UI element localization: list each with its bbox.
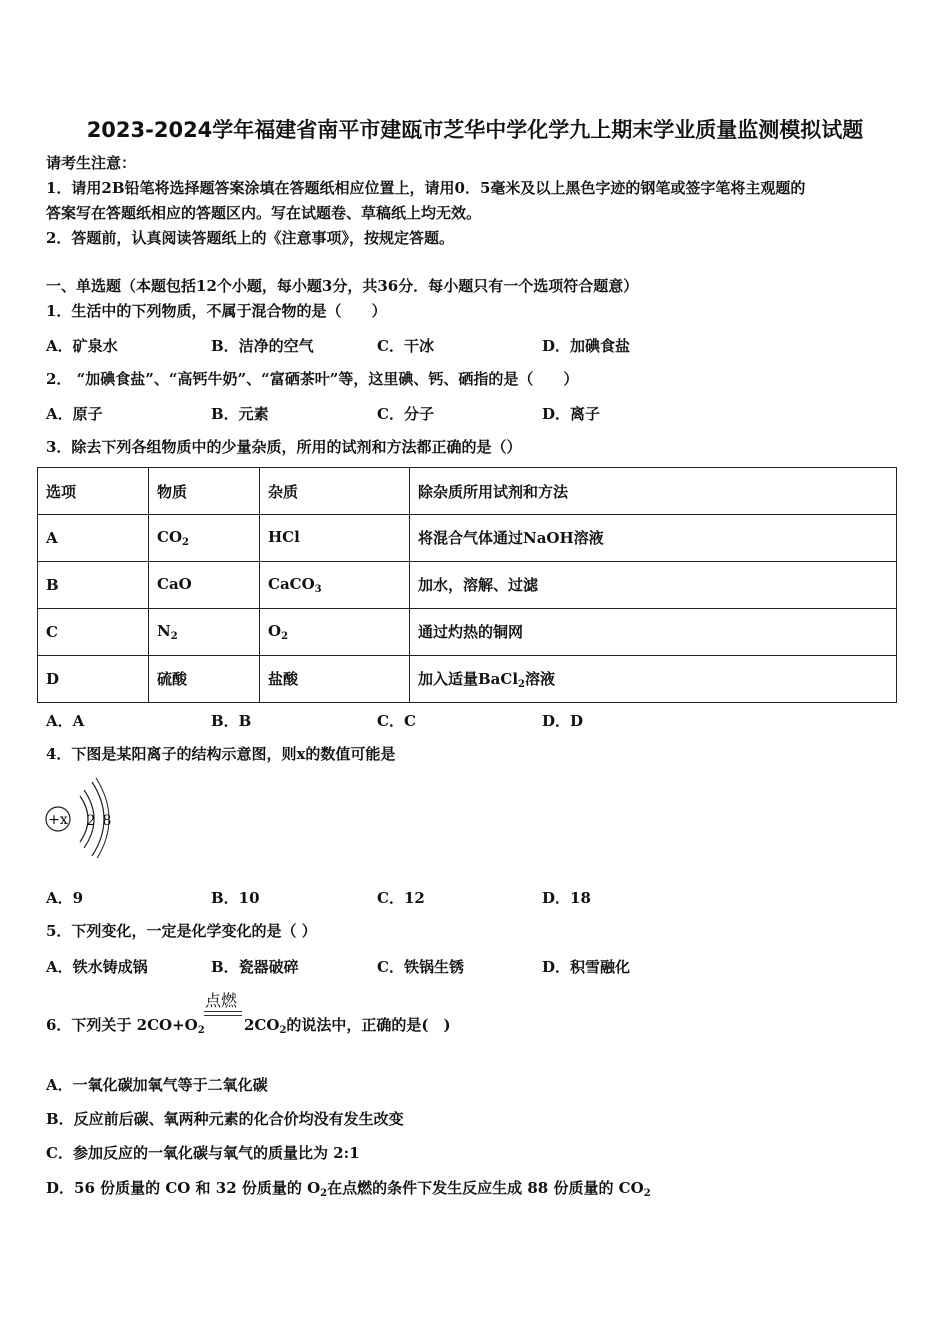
shell-1-electrons: 2: [86, 813, 96, 829]
table-row: [38, 515, 897, 562]
row-method: 加水，溶解、过滤: [410, 562, 897, 609]
question-4-option-a[interactable]: A．9: [46, 889, 84, 907]
row-method: 加入适量BaCl$_2$溶液: [410, 656, 897, 703]
question-3-table: [37, 467, 897, 703]
question-2-option-a[interactable]: A．原子: [46, 405, 103, 423]
question-4-option-d[interactable]: D．18: [542, 889, 591, 907]
question-1-option-b[interactable]: B．洁净的空气: [211, 337, 314, 355]
question-1-option-d[interactable]: D．加碘食盐: [542, 337, 631, 355]
row-substance: $N_2$: [149, 609, 260, 656]
question-2-option-b[interactable]: B．元素: [211, 405, 269, 423]
row-substance: 硫酸: [149, 656, 260, 703]
header-method: 除杂质所用试剂和方法: [410, 468, 897, 515]
row-substance: CaO: [149, 562, 260, 609]
row-option: A: [38, 515, 149, 562]
atom-icon: [44, 778, 124, 858]
header-option: 选项: [38, 468, 149, 515]
question-6-stem-end: $2CO_2$的说法中，正确的是( ): [244, 1016, 451, 1036]
row-method: 通过灼热的铜网: [410, 609, 897, 656]
row-impurity: CaCO$_3$: [260, 562, 410, 609]
table-row: [38, 656, 897, 703]
row-impurity: HCl: [260, 515, 410, 562]
row-option: D: [38, 656, 149, 703]
row-impurity: 盐酸: [260, 656, 410, 703]
shell-2-electrons: 8: [102, 813, 112, 829]
table-header-row: [38, 468, 897, 515]
notice-item-1-line-2: 答案写在答题纸相应的答题区内。写在试题卷、草稿纸上均无效。: [46, 204, 482, 222]
question-6-stem-start: 6．下列关于 $2CO+O_2$: [46, 1016, 205, 1036]
question-2-option-c[interactable]: C．分子: [377, 405, 434, 423]
row-option: B: [38, 562, 149, 609]
question-1-option-c[interactable]: C．干冰: [377, 337, 434, 355]
row-impurity: $O_2$: [260, 609, 410, 656]
notice-heading: 请考生注意：: [46, 154, 137, 172]
page-title: 2023-2024学年福建省南平市建瓯市芝华中学化学九上期末学业质量监测模拟试题: [86, 118, 864, 142]
table-row: [38, 609, 897, 656]
question-1-stem: 1．生活中的下列物质，不属于混合物的是（ ）: [46, 302, 387, 320]
header-impurity: 杂质: [260, 468, 410, 515]
question-4-option-c[interactable]: C．12: [377, 889, 425, 907]
section-heading: 一、单选题（本题包括12个小题，每小题3分，共36分．每小题只有一个选项符合题意）: [46, 277, 639, 295]
question-4-option-b[interactable]: B．10: [211, 889, 260, 907]
question-5-option-a[interactable]: A．铁水铸成锅: [46, 958, 148, 976]
ion-structure-diagram: [44, 778, 124, 858]
question-3-option-c[interactable]: C．C: [377, 712, 416, 730]
question-5-stem: 5．下列变化，一定是化学变化的是（ ）: [46, 922, 317, 940]
question-3-option-a[interactable]: A．A: [46, 712, 85, 730]
question-5-option-c[interactable]: C．铁锅生锈: [377, 958, 464, 976]
question-2-option-d[interactable]: D．离子: [542, 405, 601, 423]
reaction-equals-sign-top: [204, 1011, 242, 1012]
row-method: 将混合气体通过NaOH溶液: [410, 515, 897, 562]
question-6-option-c[interactable]: C．参加反应的一氧化碳与氧气的质量比为 2:1: [46, 1144, 360, 1162]
question-4-stem: 4．下图是某阳离子的结构示意图，则x的数值可能是: [46, 745, 396, 763]
notice-item-1-line-1: 1．请用2B铅笔将选择题答案涂填在答题纸相应位置上，请用0．5毫米及以上黑色字迹的钢笔或签字笔将主观题的: [46, 179, 806, 197]
row-option: C: [38, 609, 149, 656]
nucleus-label: +x: [48, 812, 68, 828]
question-6-option-d[interactable]: D．56 份质量的 CO 和 32 份质量的 $O_2$在点燃的条件下发生反应生成 88 份质量的 $CO_2$: [46, 1179, 651, 1199]
question-1-option-a[interactable]: A．矿泉水: [46, 337, 118, 355]
question-2-stem: 2． “加碘食盐”、“高钙牛奶”、“富硒茶叶”等，这里碘、钙、硒指的是（ ）: [46, 370, 579, 388]
reaction-condition: 点燃: [205, 991, 238, 1010]
question-3-option-d[interactable]: D．D: [542, 712, 584, 730]
reaction-equals-sign-bottom: [204, 1015, 242, 1016]
question-3-stem: 3．除去下列各组物质中的少量杂质，所用的试剂和方法都正确的是（）: [46, 438, 522, 456]
table-row: [38, 562, 897, 609]
notice-item-2: 2．答题前，认真阅读答题纸上的《注意事项》，按规定答题。: [46, 229, 454, 247]
question-3-option-b[interactable]: B．B: [211, 712, 252, 730]
question-5-option-d[interactable]: D．积雪融化: [542, 958, 631, 976]
row-substance: $CO_2$: [149, 515, 260, 562]
question-5-option-b[interactable]: B．瓷器破碎: [211, 958, 299, 976]
header-substance: 物质: [149, 468, 260, 515]
question-6-option-a[interactable]: A．一氧化碳加氧气等于二氧化碳: [46, 1076, 268, 1094]
question-6-option-b[interactable]: B．反应前后碳、氧两种元素的化合价均没有发生改变: [46, 1110, 404, 1128]
